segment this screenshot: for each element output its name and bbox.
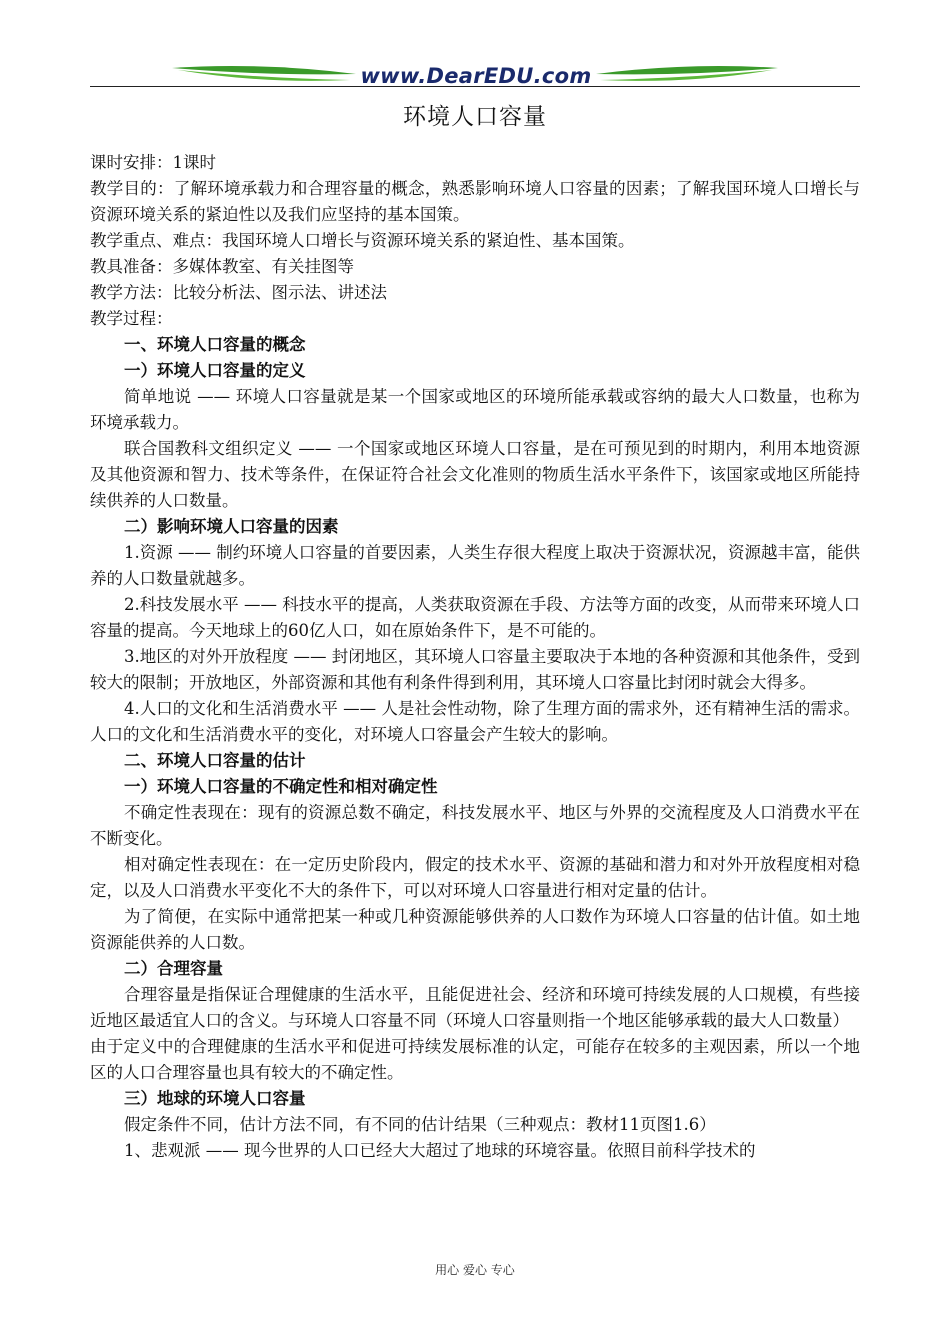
paragraph: 简单地说 —— 环境人口容量就是某一个国家或地区的环境所能承载或容纳的最大人口数量，也称为环境承载力。 <box>90 387 860 432</box>
document-body <box>90 150 860 1164</box>
teaching-methods: 教学方法：比较分析法、图示法、讲述法 <box>90 283 387 302</box>
subsection-heading: 一）环境人口容量的不确定性和相对确定性 <box>124 777 438 796</box>
paragraph: 不确定性表现在：现有的资源总数不确定，科技发展水平、地区与外界的交流程度及人口消费水平在不断变化。 <box>90 803 860 848</box>
list-item: 3.地区的对外开放程度 —— 封闭地区，其环境人口容量主要取决于本地的各种资源和其他条件，受到较大的限制；开放地区，外部资源和其他有利条件得到利用，其环境人口容量比封闭时就会大得多。 <box>90 647 860 692</box>
list-item: 1、悲观派 —— 现今世界的人口已经大大超过了地球的环境容量。依照目前科学技术的 <box>124 1141 756 1160</box>
teaching-aids: 教具准备：多媒体教室、有关挂图等 <box>90 257 354 276</box>
paragraph: 由于定义中的合理健康的生活水平和促进可持续发展标准的认定，可能存在较多的主观因素，所以一个地区的人口合理容量也具有较大的不确定性。 <box>90 1037 860 1082</box>
teaching-objectives: 教学目的：了解环境承载力和合理容量的概念，熟悉影响环境人口容量的因素；了解我国环境人口增长与资源环境关系的紧迫性以及我们应坚持的基本国策。 <box>90 179 860 224</box>
subsection-heading: 二）影响环境人口容量的因素 <box>124 517 339 536</box>
paragraph: 合理容量是指保证合理健康的生活水平，且能促进社会、经济和环境可持续发展的人口规模，有些接近地区最适宜人口的含义。与环境人口容量不同（环境人口容量则指一个地区能够承载的最大人口数量） <box>90 985 860 1030</box>
lesson-time: 课时安排：1课时 <box>90 153 216 172</box>
paragraph: 为了简便，在实际中通常把某一种或几种资源能够供养的人口数作为环境人口容量的估计值。如土地资源能供养的人口数。 <box>90 907 860 952</box>
paragraph: 相对确定性表现在：在一定历史阶段内，假定的技术水平、资源的基础和潜力和对外开放程度相对稳定，以及人口消费水平变化不大的条件下，可以对环境人口容量进行相对定量的估计。 <box>90 855 860 900</box>
document-title: 环境人口容量 <box>403 104 547 130</box>
key-points: 教学重点、难点：我国环境人口增长与资源环境关系的紧迫性、基本国策。 <box>90 231 635 250</box>
site-logo-text[interactable]: www.DearEDU.com <box>360 64 592 88</box>
list-item: 2.科技发展水平 —— 科技水平的提高，人类获取资源在手段、方法等方面的改变，从而带来环境人口容量的提高。今天地球上的60亿人口，如在原始条件下，是不可能的。 <box>90 595 860 640</box>
paragraph: 联合国教科文组织定义 —— 一个国家或地区环境人口容量，是在可预见到的时期内，利用本地资源及其他资源和智力、技术等条件，在保证符合社会文化准则的物质生活水平条件下，该国家或地区所能持续供养的人口数量。 <box>90 439 860 510</box>
subsection-heading: 一）环境人口容量的定义 <box>124 361 306 380</box>
site-header <box>0 58 950 94</box>
section-heading: 一、环境人口容量的概念 <box>124 335 306 354</box>
subsection-heading: 二）合理容量 <box>124 959 223 978</box>
section-heading: 二、环境人口容量的估计 <box>124 751 306 770</box>
header-divider <box>90 86 860 87</box>
page-footer: 用心 爱心 专心 <box>435 1263 515 1277</box>
list-item: 1.资源 —— 制约环境人口容量的首要因素，人类生存很大程度上取决于资源状况，资源越丰富，能供养的人口数量就越多。 <box>90 543 860 588</box>
list-item: 4.人口的文化和生活消费水平 —— 人是社会性动物，除了生理方面的需求外，还有精神生活的需求。人口的文化和生活消费水平的变化，对环境人口容量会产生较大的影响。 <box>90 699 860 744</box>
subsection-heading: 三）地球的环境人口容量 <box>124 1089 306 1108</box>
paragraph: 假定条件不同，估计方法不同，有不同的估计结果（三种观点：教材11页图1.6） <box>124 1115 716 1134</box>
teaching-process: 教学过程： <box>90 309 173 328</box>
